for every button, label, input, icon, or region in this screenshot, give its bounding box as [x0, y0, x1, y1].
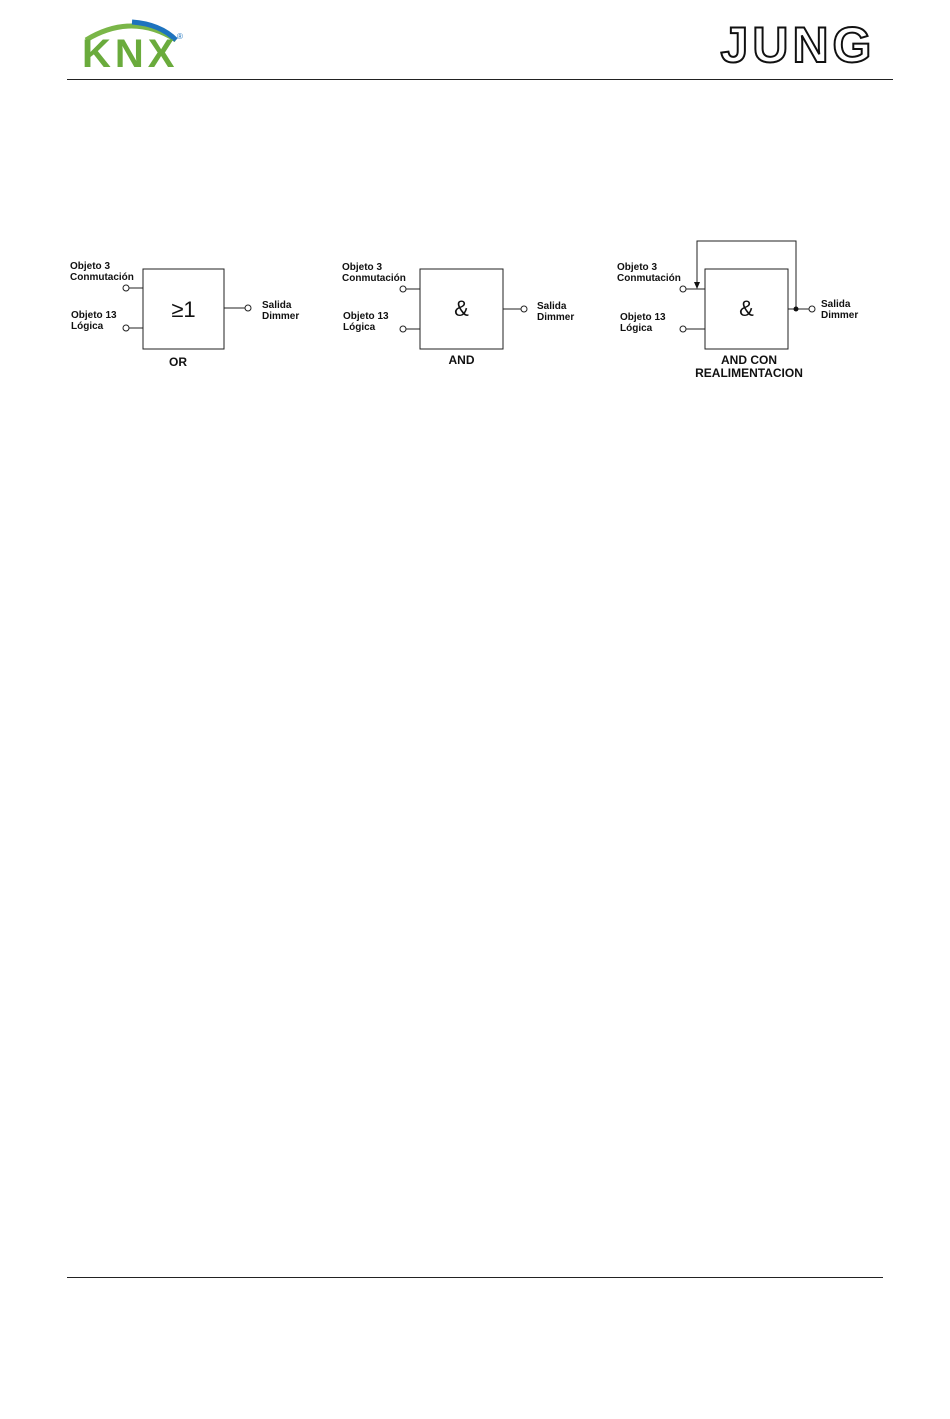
- and-output-label: Salida Dimmer: [537, 301, 575, 323]
- or-gate-symbol: ≥1: [171, 297, 196, 322]
- knx-logo-text: KNX: [82, 32, 179, 76]
- and-caption: AND: [448, 353, 475, 367]
- feedback-arrow-icon: [694, 282, 700, 289]
- and-input-b-label: Objeto 13 Lógica: [343, 311, 389, 333]
- feedback-junction-dot: [794, 307, 799, 312]
- andfb-input-b-terminal: [680, 326, 686, 332]
- or-output-label: Salida Dimmer: [262, 300, 300, 322]
- jung-logo: JUNG: [720, 17, 876, 73]
- or-output-terminal: [245, 305, 251, 311]
- andfb-caption: AND CON REALIMENTACION: [695, 353, 803, 380]
- andfb-output-terminal: [809, 306, 815, 312]
- and-input-a-terminal: [400, 286, 406, 292]
- andfb-input-a-terminal: [680, 286, 686, 292]
- footer-rule: [67, 1277, 883, 1278]
- or-input-b-terminal: [123, 325, 129, 331]
- andfb-output-label: Salida Dimmer: [821, 299, 859, 321]
- registered-mark: ®: [177, 32, 183, 41]
- or-input-a-terminal: [123, 285, 129, 291]
- andfb-input-b-label: Objeto 13 Lógica: [620, 312, 666, 334]
- andfb-gate-symbol: &: [739, 296, 754, 321]
- and-input-a-label: Objeto 3 Conmutación: [342, 262, 406, 284]
- and-gate-symbol: &: [454, 296, 469, 321]
- and-output-terminal: [521, 306, 527, 312]
- or-input-a-label: Objeto 3 Conmutación: [70, 261, 134, 283]
- and-input-b-terminal: [400, 326, 406, 332]
- or-caption: OR: [169, 355, 187, 369]
- or-input-b-label: Objeto 13 Lógica: [71, 310, 117, 332]
- andfb-input-a-label: Objeto 3 Conmutación: [617, 262, 681, 284]
